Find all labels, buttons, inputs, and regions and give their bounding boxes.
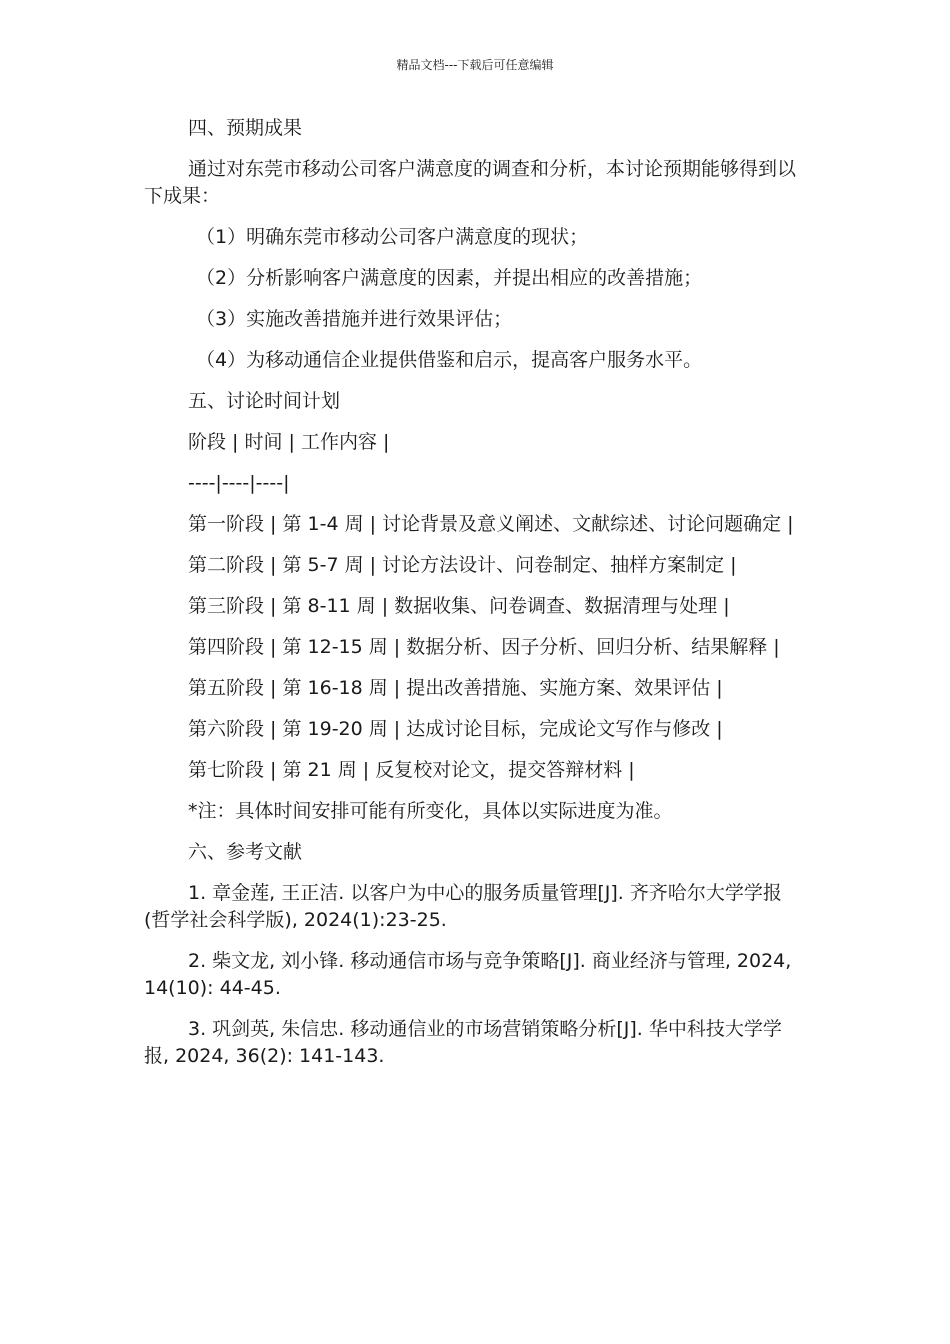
section-heading-expected-results: 四、预期成果 bbox=[188, 117, 303, 139]
document-body bbox=[144, 115, 799, 1070]
section-heading-references: 六、参考文献 bbox=[188, 841, 303, 863]
table-row: 第四阶段 | 第 12-15 周 | 数据分析、因子分析、回归分析、结果解释 | bbox=[188, 636, 780, 658]
list-item: （3）实施改善措施并进行效果评估； bbox=[196, 308, 513, 330]
list-item: （2）分析影响客户满意度的因素，并提出相应的改善措施； bbox=[196, 267, 703, 289]
table-row: 第六阶段 | 第 19-20 周 | 达成讨论目标，完成论文写作与修改 | bbox=[188, 718, 723, 740]
section-heading-schedule: 五、讨论时间计划 bbox=[188, 390, 341, 412]
reference-item: 1. 章金莲, 王正洁. 以客户为中心的服务质量管理[J]. 齐齐哈尔大学学报(哲学社会科学版), 2024(1):23-25. bbox=[144, 882, 782, 931]
list-item: （1）明确东莞市移动公司客户满意度的现状； bbox=[196, 226, 589, 248]
table-row: 第七阶段 | 第 21 周 | 反复校对论文，提交答辩材料 | bbox=[188, 759, 635, 781]
table-header-row: 阶段 | 时间 | 工作内容 | bbox=[188, 431, 390, 453]
table-row: 第二阶段 | 第 5-7 周 | 讨论方法设计、问卷制定、抽样方案制定 | bbox=[188, 554, 737, 576]
paragraph-intro: 通过对东莞市移动公司客户满意度的调查和分析，本讨论预期能够得到以下成果： bbox=[144, 158, 797, 207]
page-header: 精品文档---下载后可任意编辑 bbox=[396, 58, 554, 72]
reference-item: 3. 巩剑英, 朱信忠. 移动通信业的市场营销策略分析[J]. 华中科技大学学报, 2024, 36(2): 141-143. bbox=[144, 1018, 782, 1067]
table-row: 第五阶段 | 第 16-18 周 | 提出改善措施、实施方案、效果评估 | bbox=[188, 677, 723, 699]
schedule-note: *注：具体时间安排可能有所变化，具体以实际进度为准。 bbox=[188, 800, 673, 822]
table-row: 第三阶段 | 第 8-11 周 | 数据收集、问卷调查、数据清理与处理 | bbox=[188, 595, 730, 617]
table-row: 第一阶段 | 第 1-4 周 | 讨论背景及意义阐述、文献综述、讨论问题确定 | bbox=[188, 513, 794, 535]
table-separator-row: ----|----|----| bbox=[188, 472, 290, 494]
list-item: （4）为移动通信企业提供借鉴和启示，提高客户服务水平。 bbox=[196, 349, 703, 371]
reference-item: 2. 柴文龙, 刘小锋. 移动通信市场与竞争策略[J]. 商业经济与管理, 2024, 14(10): 44-45. bbox=[144, 950, 792, 999]
